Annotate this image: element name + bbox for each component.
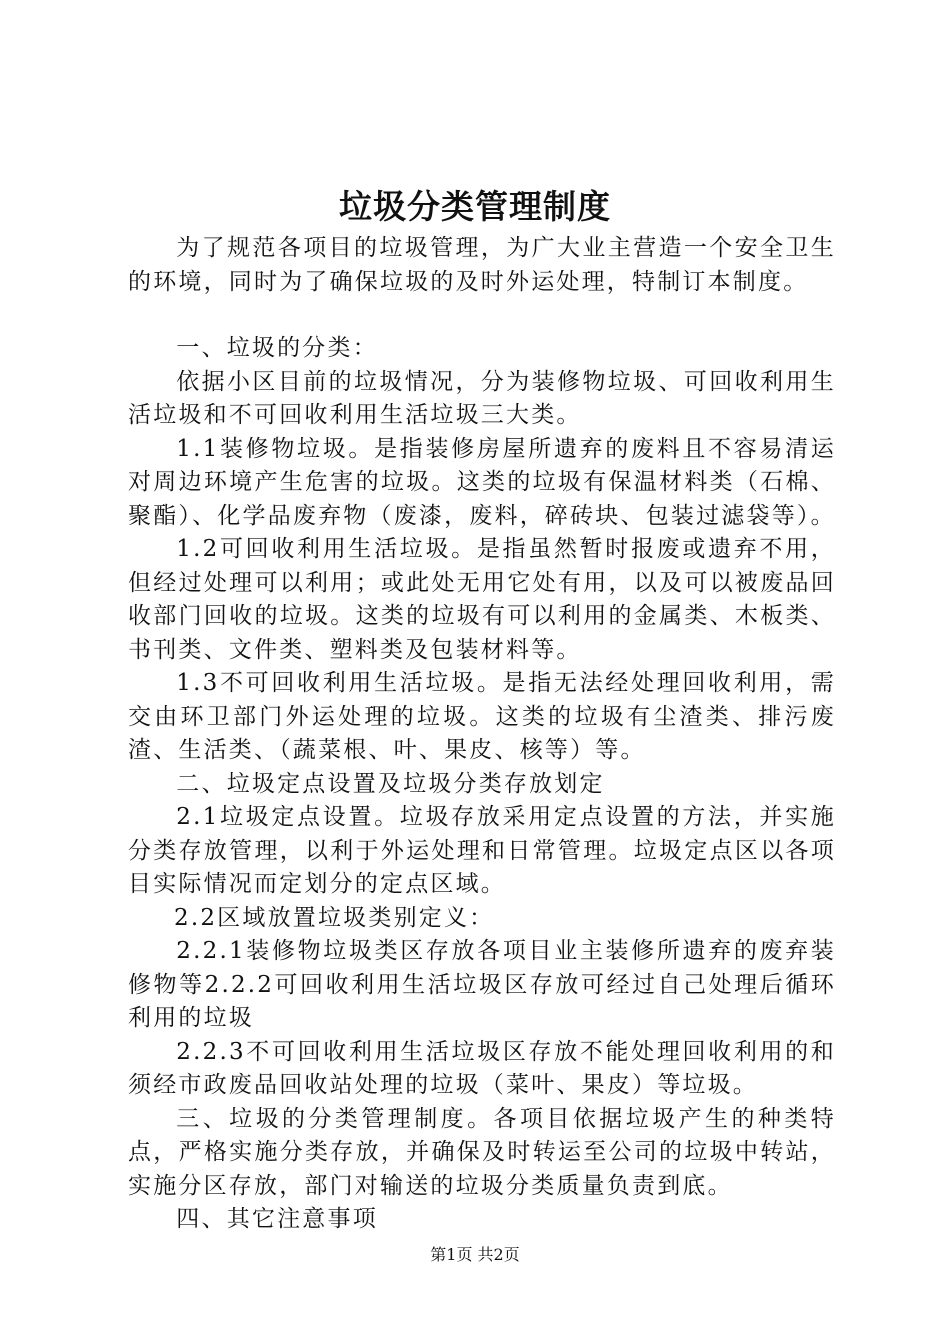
paragraph-2-2: 2.2区域放置垃圾类别定义： bbox=[174, 904, 495, 931]
section-heading-4: 四、其它注意事项 bbox=[176, 1206, 378, 1232]
document-body bbox=[128, 232, 836, 1237]
section-heading-2: 二、垃圾定点设置及垃圾分类存放划定 bbox=[176, 770, 605, 797]
paragraph-classification: 依据小区目前的垃圾情况，分为装修物垃圾、可回收利用生活垃圾和不可回收利用生活垃圾三大类。 bbox=[128, 368, 836, 428]
paragraph-2-2-3: 2.2.3不可回收利用生活垃圾区存放不能处理回收利用的和须经市政废品回收站处理的垃圾（菜叶、果皮）等垃圾。 bbox=[128, 1038, 836, 1098]
paragraph-1-2: 1.2可回收利用生活垃圾。是指虽然暂时报废或遗弃不用，但经过处理可以利用；或此处无用它处有用，以及可以被废品回收部门回收的垃圾。这类的垃圾有可以利用的金属类、木板类、书刊类、文件类、塑料类及包装材料等。 bbox=[128, 536, 836, 663]
paragraph-intro: 为了规范各项目的垃圾管理，为广大业主营造一个安全卫生的环境，同时为了确保垃圾的及时外运处理，特制订本制度。 bbox=[128, 235, 836, 295]
paragraph-2-1: 2.1垃圾定点设置。垃圾存放采用定点设置的方法，并实施分类存放管理，以利于外运处理和日常管理。垃圾定点区以各项目实际情况而定划分的定点区域。 bbox=[128, 804, 836, 897]
document-title: 垃圾分类管理制度 bbox=[339, 187, 611, 226]
section-heading-3: 三、垃圾的分类管理制度。各项目依据垃圾产生的种类特点，严格实施分类存放，并确保及时转运至公司的垃圾中转站，实施分区存放，部门对输送的垃圾分类质量负责到底。 bbox=[128, 1105, 836, 1199]
paragraph-1-3: 1.3不可回收利用生活垃圾。是指无法经处理回收利用，需交由环卫部门外运处理的垃圾。这类的垃圾有尘渣类、排污废渣、生活类、（蔬菜根、叶、果皮、核等）等。 bbox=[128, 670, 836, 763]
paragraph-2-2-1: 2.2.1装修物垃圾类区存放各项目业主装修所遗弃的废弃装修物等2.2.2可回收利用生活垃圾区存放可经过自己处理后循环利用的垃圾 bbox=[128, 938, 836, 1031]
section-heading-1: 一、垃圾的分类： bbox=[176, 335, 378, 361]
page-number-footer: 第1页 共2页 bbox=[430, 1245, 520, 1264]
paragraph-1-1: 1.1装修物垃圾。是指装修房屋所遗弃的废料且不容易清运对周边环境产生危害的垃圾。这类的垃圾有保温材料类（石棉、聚酯）、化学品废弃物（废漆，废料，碎砖块、包装过滤袋等）。 bbox=[128, 435, 836, 529]
